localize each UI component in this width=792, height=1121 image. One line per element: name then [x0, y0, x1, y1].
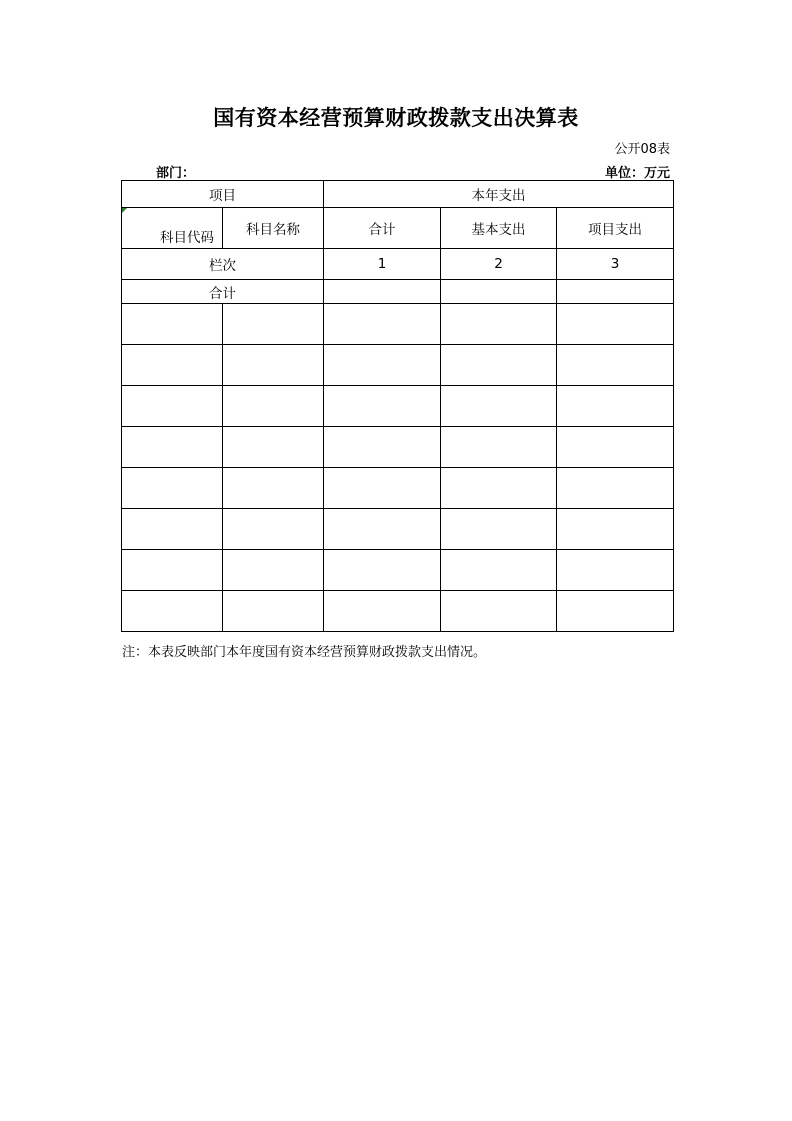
department-label: 部门：: [156, 166, 196, 181]
table-cell[interactable]: [557, 468, 674, 509]
total-row-label: 合计: [122, 280, 324, 304]
table-cell[interactable]: [122, 304, 223, 345]
table-cell[interactable]: [324, 509, 441, 550]
table-cell[interactable]: [557, 591, 674, 632]
table-cell[interactable]: [441, 345, 557, 386]
table-cell[interactable]: [441, 304, 557, 345]
basic-header: 基本支出: [441, 208, 557, 249]
code-header: 科目代码: [160, 230, 214, 246]
table-cell[interactable]: [223, 345, 324, 386]
total-cell[interactable]: [324, 280, 441, 304]
form-number: 公开08表: [614, 142, 670, 157]
column-label: 栏次: [122, 249, 324, 280]
total-cell[interactable]: [557, 280, 674, 304]
table-cell[interactable]: [223, 509, 324, 550]
table-cell[interactable]: [223, 591, 324, 632]
table-cell[interactable]: [324, 386, 441, 427]
table-row: [122, 386, 674, 427]
table-row: [122, 427, 674, 468]
table-cell[interactable]: [557, 550, 674, 591]
name-header: 科目名称: [223, 208, 324, 249]
table-cell[interactable]: [324, 427, 441, 468]
table-cell[interactable]: [324, 304, 441, 345]
project-expenditure-header: 项目支出: [557, 208, 674, 249]
table-cell[interactable]: [223, 386, 324, 427]
table-cell[interactable]: [122, 468, 223, 509]
total-cell[interactable]: [441, 280, 557, 304]
table-cell[interactable]: [122, 509, 223, 550]
table-cell[interactable]: [324, 550, 441, 591]
table-cell[interactable]: [557, 427, 674, 468]
column-number-1: 1: [324, 249, 441, 280]
table-cell[interactable]: [223, 427, 324, 468]
table-cell[interactable]: [122, 427, 223, 468]
table-cell[interactable]: [441, 427, 557, 468]
column-number-2: 2: [441, 249, 557, 280]
project-header: 项目: [122, 181, 324, 208]
table-cell[interactable]: [557, 509, 674, 550]
table-cell[interactable]: [441, 386, 557, 427]
table-cell[interactable]: [557, 386, 674, 427]
table-cell[interactable]: [324, 345, 441, 386]
code-header-cell: [122, 208, 223, 249]
expenditure-header: 本年支出: [324, 181, 674, 208]
table-cell[interactable]: [557, 345, 674, 386]
table-cell[interactable]: [441, 468, 557, 509]
table-row: [122, 304, 674, 345]
table-cell[interactable]: [223, 550, 324, 591]
table-cell[interactable]: [122, 345, 223, 386]
table-cell[interactable]: [223, 304, 324, 345]
cell-comment-marker-icon: [122, 208, 127, 213]
table-row: [122, 468, 674, 509]
table-cell[interactable]: [122, 386, 223, 427]
table-row: [122, 509, 674, 550]
table-row: [122, 550, 674, 591]
column-number-3: 3: [557, 249, 674, 280]
expenditure-table: [121, 180, 674, 632]
total-header: 合计: [324, 208, 441, 249]
table-cell[interactable]: [324, 468, 441, 509]
table-cell[interactable]: [441, 550, 557, 591]
total-row: [122, 280, 674, 304]
header-row-1: [122, 181, 674, 208]
table-cell[interactable]: [324, 591, 441, 632]
header-row-2: [122, 208, 674, 249]
table-cell[interactable]: [122, 591, 223, 632]
table-cell[interactable]: [223, 468, 324, 509]
table-cell[interactable]: [441, 509, 557, 550]
table-row: [122, 345, 674, 386]
page-title: 国有资本经营预算财政拨款支出决算表: [213, 106, 579, 130]
table-row: [122, 591, 674, 632]
unit-label: 单位：万元: [604, 166, 670, 181]
footnote: 注：本表反映部门本年度国有资本经营预算财政拨款支出情况。: [122, 645, 487, 660]
table-cell[interactable]: [557, 304, 674, 345]
table-cell[interactable]: [122, 550, 223, 591]
table-cell[interactable]: [441, 591, 557, 632]
column-number-row: [122, 249, 674, 280]
